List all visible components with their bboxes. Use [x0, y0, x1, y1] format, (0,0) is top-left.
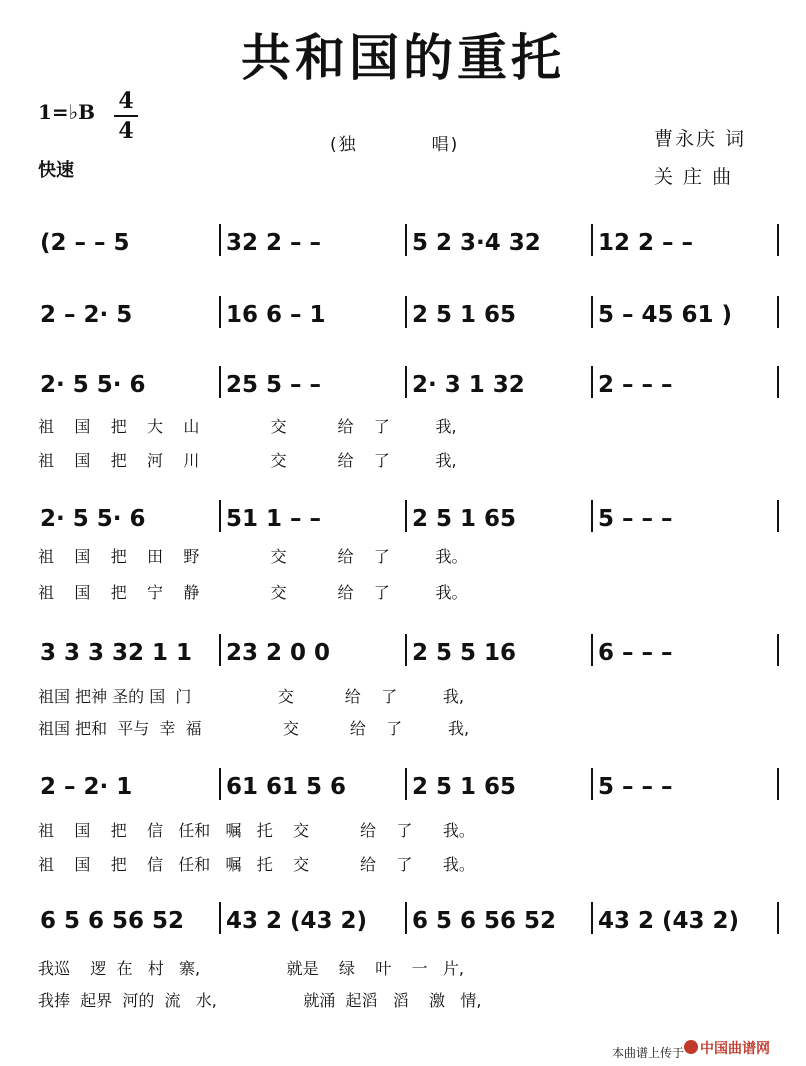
measure-notes: 5 – – –: [598, 506, 673, 532]
measure-notes: 16 6 – 1: [226, 302, 326, 328]
time-signature-top: 4: [118, 88, 134, 114]
measure-notes: 2 5 1 65: [412, 506, 517, 532]
performance-marking: (独 唱): [330, 135, 460, 155]
lyric-line: 我捧 起界 河的 流 水, 就涌 起滔 滔 激 情,: [38, 991, 482, 1010]
measure-notes: 6 – – –: [598, 640, 673, 666]
measure-notes: 25 5 – –: [226, 372, 322, 398]
tempo-marking: 快速: [38, 160, 74, 181]
measure-notes: 2 5 1 65: [412, 774, 517, 800]
song-title: 共和国的重托: [241, 29, 565, 87]
measure-notes: 3 3 3 32 1 1: [40, 640, 193, 666]
site-logo-text[interactable]: 中国曲谱网: [700, 1041, 770, 1057]
lyric-line: 祖国 把和 平与 幸 福 交 给 了 我,: [38, 719, 470, 738]
measure-notes: 6 5 6 56 52: [40, 908, 185, 934]
measure-notes: 2 5 5 16: [412, 640, 517, 666]
composer-credit: 关 庄 曲: [654, 166, 734, 188]
key-signature: 1=♭B: [38, 100, 96, 124]
lyric-line: 我巡 逻 在 村 寨, 就是 绿 叶 一 片,: [38, 959, 464, 978]
measure-notes: 2 – – –: [598, 372, 673, 398]
measure-notes: 5 – – –: [598, 774, 673, 800]
lyric-line: 祖国 把神 圣的 国 门 交 给 了 我,: [38, 687, 464, 706]
measure-notes: 2· 5 5· 6: [40, 372, 146, 398]
measure-notes: 2· 5 5· 6: [40, 506, 146, 532]
measure-notes: 43 2 (43 2): [598, 908, 740, 934]
measure-notes: 32 2 – –: [226, 230, 322, 256]
lyric-line: 祖 国 把 信 任和 嘱 托 交 给 了 我。: [38, 821, 475, 840]
measure-notes: 43 2 (43 2): [226, 908, 368, 934]
measure-notes: (2 – – 5: [40, 230, 130, 256]
lyricist-credit: 曹永庆 词: [654, 128, 747, 150]
measure-notes: 51 1 – –: [226, 506, 322, 532]
measure-notes: 2 – 2· 5: [40, 302, 133, 328]
upload-note: 本曲谱上传于: [612, 1046, 685, 1060]
measure-notes: 61 61 5 6: [226, 774, 347, 800]
measure-notes: 2 5 1 65: [412, 302, 517, 328]
measure-notes: 5 – 45 61 ): [598, 302, 733, 328]
lyric-line: 祖 国 把 信 任和 嘱 托 交 给 了 我。: [38, 855, 475, 874]
site-logo-icon: [684, 1040, 698, 1054]
lyric-line: 祖 国 把 大 山 交 给 了 我,: [38, 417, 457, 436]
lyric-line: 祖 国 把 河 川 交 给 了 我,: [38, 451, 457, 470]
measure-notes: 2 – 2· 1: [40, 774, 133, 800]
measure-notes: 6 5 6 56 52: [412, 908, 557, 934]
time-signature-bottom: 4: [118, 118, 134, 144]
lyric-line: 祖 国 把 田 野 交 给 了 我。: [38, 547, 468, 566]
measure-notes: 2· 3 1 32: [412, 372, 525, 398]
measure-notes: 23 2 0 0: [226, 640, 331, 666]
measure-notes: 5 2 3·4 32: [412, 230, 541, 256]
measure-notes: 12 2 – –: [598, 230, 694, 256]
lyric-line: 祖 国 把 宁 静 交 给 了 我。: [38, 583, 468, 602]
